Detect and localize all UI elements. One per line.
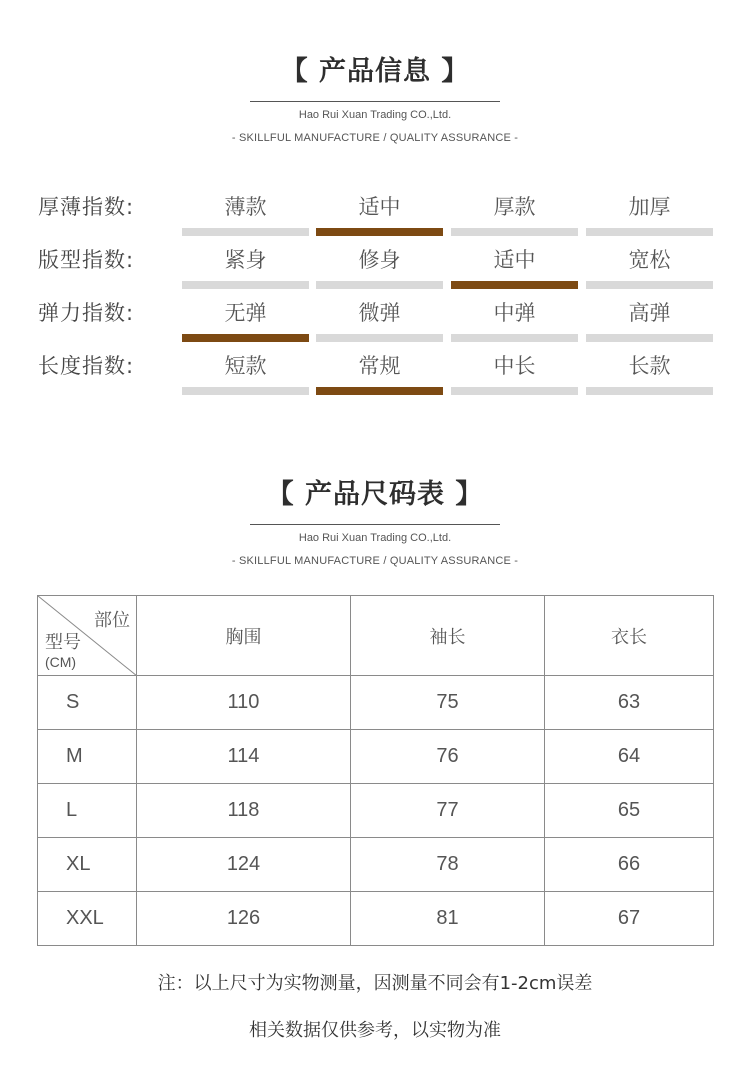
table-row — [38, 730, 714, 784]
column-header: 袖长 — [351, 596, 545, 676]
reference-note: 相关数据仅供参考，以实物为准 — [249, 1020, 501, 1041]
size-cell: S — [38, 676, 137, 730]
value-cell: 67 — [545, 892, 714, 946]
value-cell: 63 — [545, 676, 714, 730]
option-bar — [316, 228, 443, 236]
column-header: 胸围 — [137, 596, 351, 676]
value-cell: 75 — [351, 676, 545, 730]
option-label: 中弹 — [493, 301, 536, 325]
option-bar — [182, 387, 309, 395]
option-label: 加厚 — [628, 195, 671, 219]
measurement-note: 注：以上尺寸为实物测量，因测量不同会有1-2cm误差 — [157, 973, 593, 994]
value-cell: 76 — [351, 730, 545, 784]
option-label: 薄款 — [224, 195, 267, 219]
attribute-option — [316, 298, 443, 342]
option-label: 适中 — [493, 248, 536, 272]
header-divider — [250, 101, 500, 102]
attribute-option — [182, 298, 309, 342]
attribute-option — [182, 351, 309, 395]
corner-header-cell — [38, 596, 137, 676]
size-cell: XL — [38, 838, 137, 892]
option-bar — [586, 334, 713, 342]
option-bar — [451, 228, 578, 236]
value-cell: 77 — [351, 784, 545, 838]
attribute-label: 弹力指数: — [38, 301, 135, 325]
option-label: 短款 — [224, 354, 267, 378]
attribute-option — [182, 245, 309, 289]
option-bar — [451, 281, 578, 289]
option-bar — [586, 228, 713, 236]
attribute-option — [586, 351, 713, 395]
option-bar — [316, 281, 443, 289]
option-bar — [182, 228, 309, 236]
option-label: 无弹 — [224, 301, 267, 325]
company-name: Hao Rui Xuan Trading CO.,Ltd. — [298, 532, 452, 544]
option-bar — [451, 387, 578, 395]
option-bar — [316, 334, 443, 342]
attribute-option — [586, 245, 713, 289]
table-row — [38, 784, 714, 838]
option-label: 修身 — [358, 248, 401, 272]
column-header: 衣长 — [545, 596, 714, 676]
option-label: 高弹 — [628, 301, 671, 325]
option-bar — [182, 334, 309, 342]
option-bar — [586, 281, 713, 289]
size-chart-title: 【 产品尺码表 】 — [266, 479, 484, 510]
table-row — [38, 676, 714, 730]
attribute-option — [451, 192, 578, 236]
value-cell: 110 — [137, 676, 351, 730]
option-label: 适中 — [358, 195, 401, 219]
attribute-option — [451, 245, 578, 289]
size-chart-header — [0, 478, 750, 568]
attribute-row — [0, 298, 750, 342]
option-label: 宽松 — [628, 248, 671, 272]
product-info-title: 【 产品信息 】 — [280, 56, 470, 87]
value-cell: 78 — [351, 838, 545, 892]
tagline: - SKILLFUL MANUFACTURE / QUALITY ASSURANCE - — [231, 132, 519, 144]
attribute-row — [0, 245, 750, 289]
attribute-option — [182, 192, 309, 236]
corner-position-label: 部位 — [94, 610, 130, 631]
tagline: - SKILLFUL MANUFACTURE / QUALITY ASSURANCE - — [231, 555, 519, 567]
table-row — [38, 892, 714, 946]
attribute-label: 厚薄指数: — [38, 195, 135, 219]
value-cell: 81 — [351, 892, 545, 946]
option-label: 中长 — [493, 354, 536, 378]
size-table — [37, 595, 714, 946]
value-cell: 64 — [545, 730, 714, 784]
attribute-option — [316, 192, 443, 236]
value-cell: 114 — [137, 730, 351, 784]
value-cell: 66 — [545, 838, 714, 892]
size-cell: XXL — [38, 892, 137, 946]
attribute-option — [586, 298, 713, 342]
option-bar — [182, 281, 309, 289]
value-cell: 65 — [545, 784, 714, 838]
company-name: Hao Rui Xuan Trading CO.,Ltd. — [298, 109, 452, 121]
attribute-label: 长度指数: — [38, 354, 135, 378]
value-cell: 118 — [137, 784, 351, 838]
table-row — [38, 838, 714, 892]
value-cell: 126 — [137, 892, 351, 946]
attribute-option — [451, 298, 578, 342]
corner-unit-label: (CM) — [45, 654, 77, 670]
option-label: 长款 — [628, 354, 671, 378]
size-cell: L — [38, 784, 137, 838]
table-header-row — [38, 596, 714, 676]
attribute-row — [0, 351, 750, 395]
option-label: 紧身 — [224, 248, 267, 272]
option-bar — [451, 334, 578, 342]
value-cell: 124 — [137, 838, 351, 892]
option-label: 厚款 — [493, 195, 536, 219]
attribute-option — [451, 351, 578, 395]
option-bar — [316, 387, 443, 395]
attribute-option — [316, 351, 443, 395]
option-label: 常规 — [358, 354, 401, 378]
header-divider — [250, 524, 500, 525]
attribute-label: 版型指数: — [38, 248, 135, 272]
attribute-option — [316, 245, 443, 289]
option-bar — [586, 387, 713, 395]
attribute-option — [586, 192, 713, 236]
option-label: 微弹 — [358, 301, 401, 325]
attribute-row — [0, 192, 750, 236]
size-cell: M — [38, 730, 137, 784]
product-info-header — [0, 55, 750, 145]
corner-size-label: 型号 — [45, 632, 81, 653]
